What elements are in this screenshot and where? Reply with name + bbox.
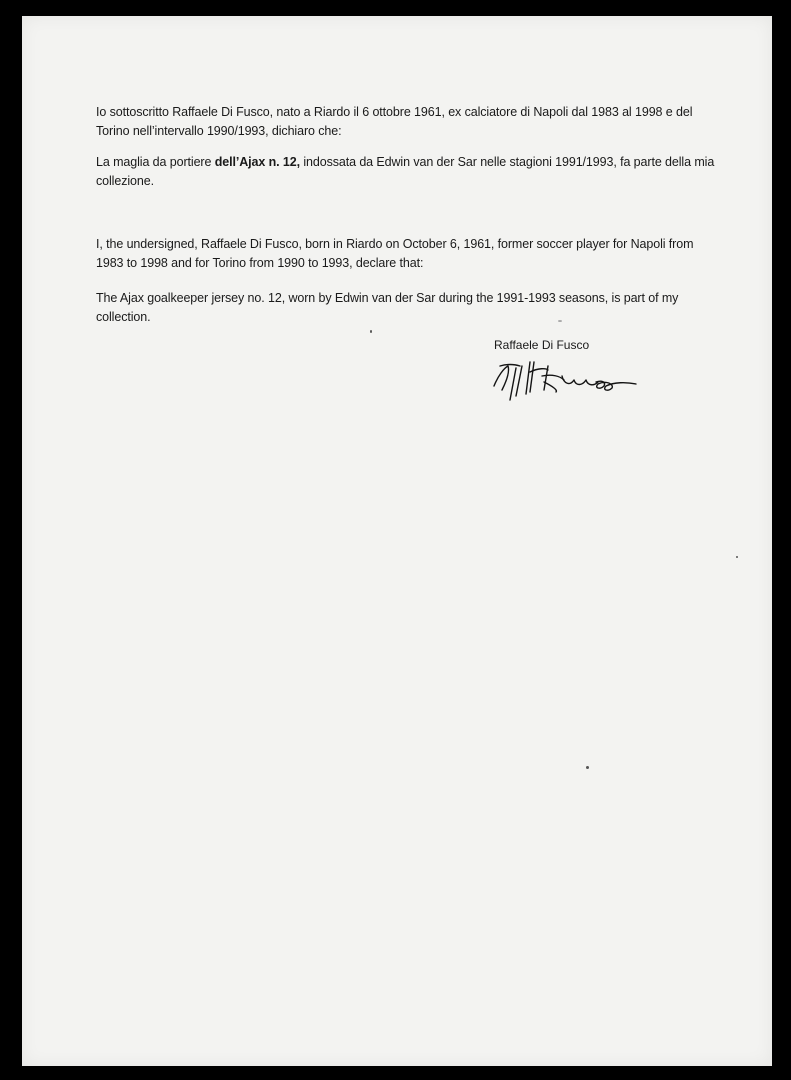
italian-declaration-text [96,153,716,191]
italian-intro-paragraph [96,103,716,141]
italian-declaration-after: indossata da Edwin van der Sar nelle stagioni 1991/1993, fa parte della mia collezione. [96,155,715,188]
italian-intro-text: Io sottoscritto Raffaele Di Fusco, nato a Riardo il 6 ottobre 1961, ex calciatore di Napoli dal 1983 al 1998 e del Torino nell’intervallo 1990/1993, dichiaro che: [96,105,693,138]
english-declaration-text: The Ajax goalkeeper jersey no. 12, worn by Edwin van der Sar during the 1991-1993 seasons, is part of my collection. [96,291,679,324]
paper-sheet [22,16,772,1066]
handwritten-signature [486,346,646,402]
scan-speck [370,330,372,333]
english-declaration-paragraph [96,289,716,327]
signer-printed-name: Raffaele Di Fusco [494,338,590,352]
italian-declaration-bold: dell’Ajax n. 12, [214,155,300,169]
english-intro-paragraph [96,235,716,273]
scan-speck [558,320,562,322]
scan-speck [736,556,738,558]
italian-declaration-before: La maglia da portiere [96,155,215,169]
scan-speck [586,766,589,769]
english-intro-text: I, the undersigned, Raffaele Di Fusco, born in Riardo on October 6, 1961, former soccer player for Napoli from 1983 to 1998 and for Torino from 1990 to 1993, declare that: [96,237,694,270]
italian-declaration-paragraph [96,153,716,191]
